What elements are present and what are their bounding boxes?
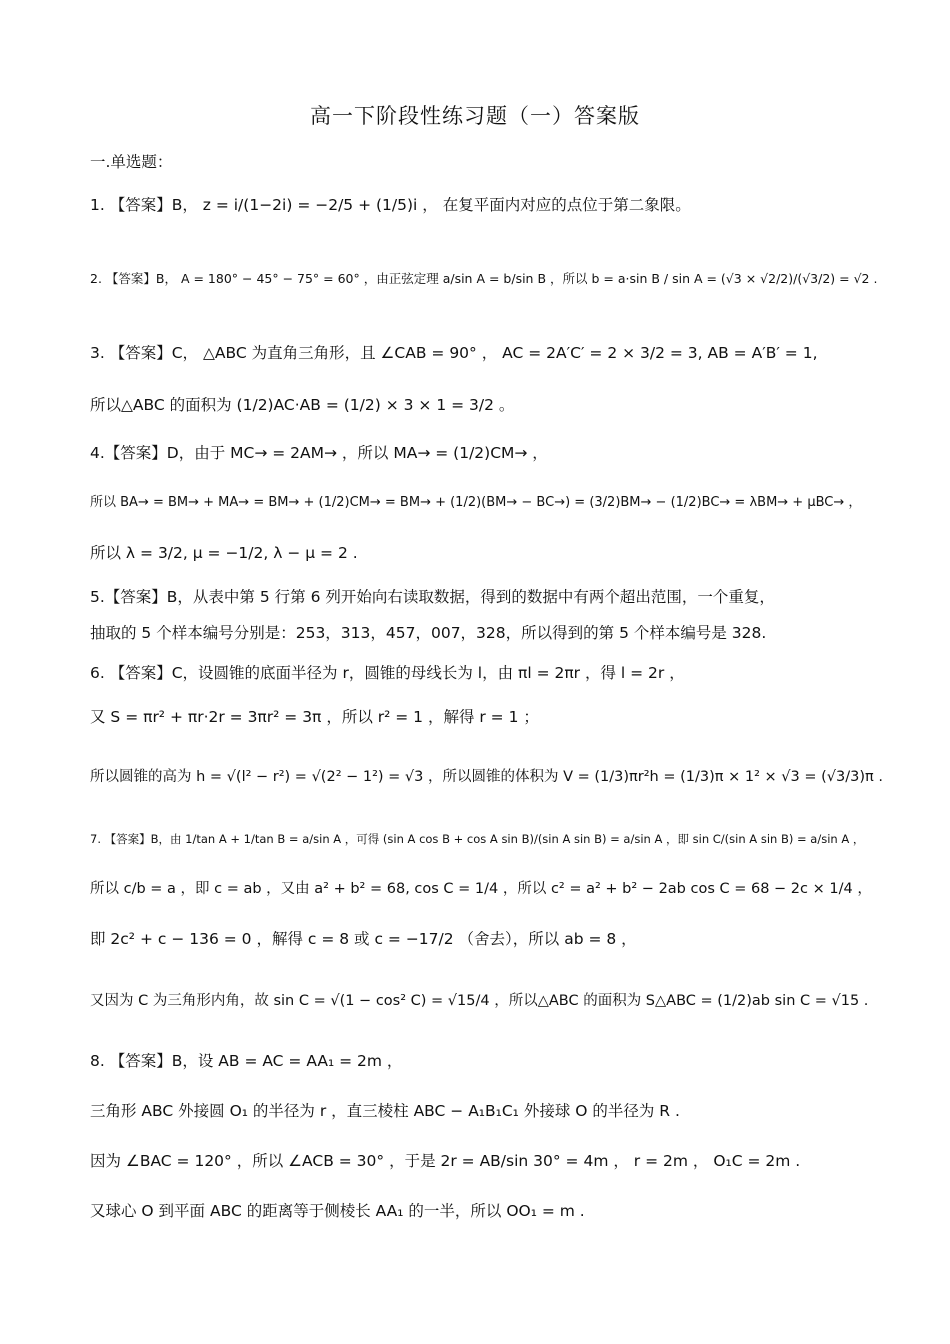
- section-heading: 一.单选题：: [90, 153, 173, 171]
- answer-line: 所以 λ = 3/2, μ = −1/2, λ − μ = 2 .: [90, 544, 358, 562]
- answer-line: 3. 【答案】C， △ABC 为直角三角形，且 ∠CAB = 90° ， AC = 2A′C′ = 2 × 3/2 = 3, AB = A′B′ = 1,: [90, 344, 818, 362]
- answer-line: 7. 【答案】B，由 1/tan A + 1/tan B = a/sin A ，可得 (sin A cos B + cos A sin B)/(sin A sin B) = a/sin A ，即 sin C/(sin A sin B) = a/sin A ，: [90, 832, 865, 846]
- answer-line: 2. 【答案】B， A = 180° − 45° − 75° = 60° ，由正弦定理 a/sin A = b/sin B ，所以 b = a·sin B / sin A = (√3 × √2/2)/(√3/2) = √2 .: [90, 271, 878, 286]
- answer-line: 5.【答案】B，从表中第 5 行第 6 列开始向右读取数据，得到的数据中有两个超出范围，一个重复，: [90, 588, 775, 606]
- answer-line: 所以 BA→ = BM→ + MA→ = BM→ + (1/2)CM→ = BM→ + (1/2)(BM→ − BC→) = (3/2)BM→ − (1/2)BC→ = λBM→ + μBC→ ，: [90, 495, 862, 510]
- answer-line: 所以 c/b = a ，即 c = ab ，又由 a² + b² = 68, cos C = 1/4 ，所以 c² = a² + b² − 2ab cos C = 68 − 2c × 1/4 ，: [90, 881, 872, 897]
- answer-line: 抽取的 5 个样本编号分别是：253，313，457，007，328，所以得到的第 5 个样本编号是 328.: [90, 624, 767, 642]
- answer-line: 4.【答案】D，由于 MC→ = 2AM→ ，所以 MA→ = (1/2)CM→ ，: [90, 444, 548, 462]
- answer-line: 1. 【答案】B， z = i/(1−2i) = −2/5 + (1/5)i ， 在复平面内对应的点位于第二象限。: [90, 196, 691, 214]
- answer-line: 又因为 C 为三角形内角，故 sin C = √(1 − cos² C) = √15/4 ，所以△ABC 的面积为 S△ABC = (1/2)ab sin C = √15 .: [90, 993, 869, 1009]
- answer-line: 三角形 ABC 外接圆 O₁ 的半径为 r ，直三棱柱 ABC − A₁B₁C₁ 外接球 O 的半径为 R .: [90, 1102, 680, 1120]
- answer-line: 6. 【答案】C，设圆锥的底面半径为 r，圆锥的母线长为 l，由 πl = 2πr ，得 l = 2r ，: [90, 664, 685, 682]
- answer-line: 所以圆锥的高为 h = √(l² − r²) = √(2² − 1²) = √3 ，所以圆锥的体积为 V = (1/3)πr²h = (1/3)π × 1² × √3 = (√3/3)π .: [90, 769, 883, 785]
- answer-line: 8. 【答案】B，设 AB = AC = AA₁ = 2m ，: [90, 1052, 403, 1070]
- answer-line: 所以△ABC 的面积为 (1/2)AC·AB = (1/2) × 3 × 1 = 3/2 。: [90, 396, 515, 414]
- answer-line: 又 S = πr² + πr·2r = 3πr² = 3π ，所以 r² = 1 ，解得 r = 1 ；: [90, 708, 539, 726]
- answer-line: 因为 ∠BAC = 120° ，所以 ∠ACB = 30° ，于是 2r = AB/sin 30° = 4m ， r = 2m ， O₁C = 2m .: [90, 1152, 801, 1170]
- answer-line: 即 2c² + c − 136 = 0 ，解得 c = 8 或 c = −17/2 （舍去），所以 ab = 8 ，: [90, 930, 637, 948]
- page-title: 高一下阶段性练习题（一）答案版: [310, 104, 640, 128]
- answer-line: 又球心 O 到平面 ABC 的距离等于侧棱长 AA₁ 的一半，所以 OO₁ = m .: [90, 1202, 585, 1220]
